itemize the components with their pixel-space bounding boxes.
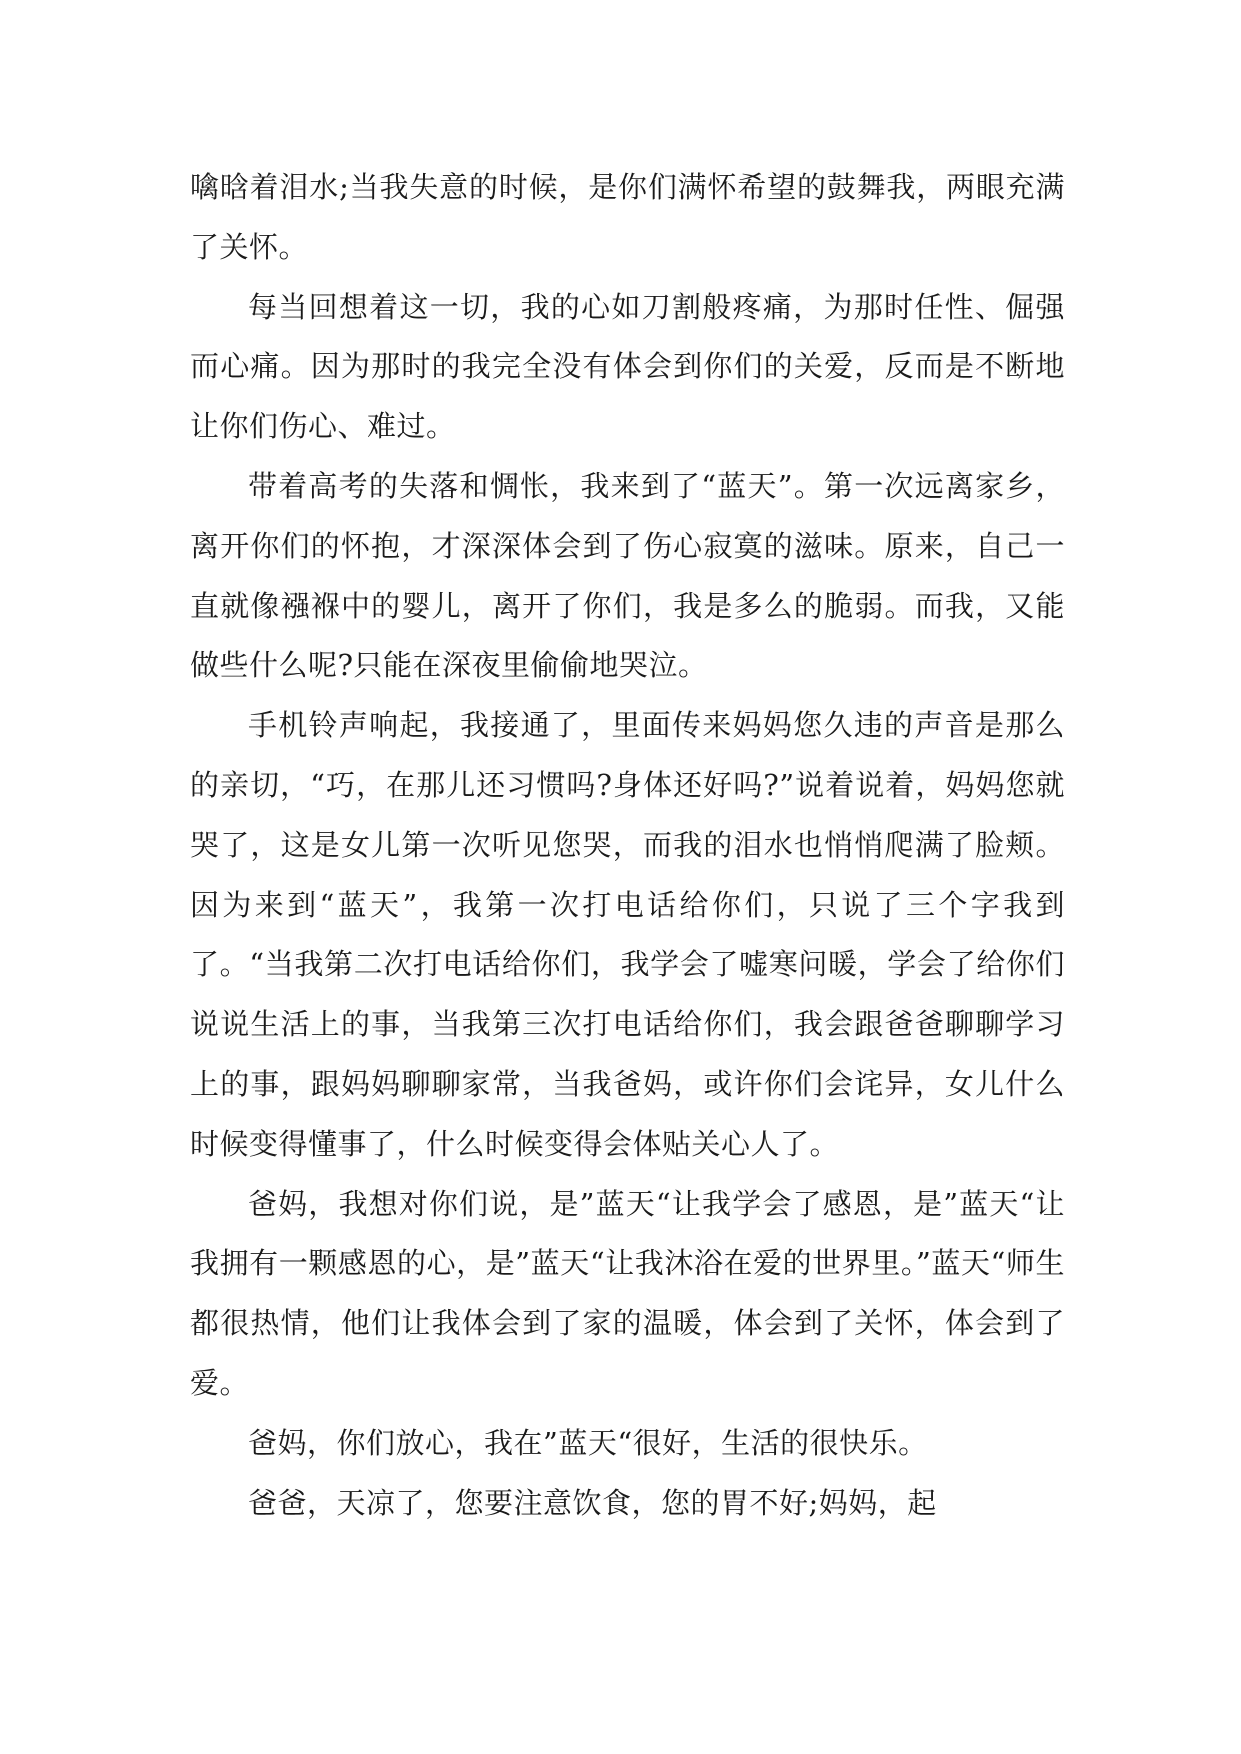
paragraph-6: 爸妈，你们放心，我在”蓝天“很好，生活的很快乐。	[248, 1425, 928, 1460]
paragraph-3: 带着高考的失落和惆怅，我来到了“蓝天”。第一次远离家乡，离开你们的怀抱，才深深体会到了伤心寂寞的滋味。原来，自己一直就像襁褓中的婴儿，离开了你们，我是多么的脆弱。而我，又能做些什么呢?只能在深夜里偷偷地哭泣。	[190, 468, 1065, 683]
paragraph-7: 爸爸，天凉了，您要注意饮食，您的胃不好;妈妈，起	[248, 1485, 937, 1520]
paragraph-4: 手机铃声响起，我接通了，里面传来妈妈您久违的声音是那么的亲切，“巧，在那儿还习惯吗?身体还好吗?”说着说着，妈妈您就哭了，这是女儿第一次听见您哭，而我的泪水也悄悄爬满了脸颊。因为来到“蓝天”，我第一次打电话给你们，只说了三个字我到了。“当我第二次打电话给你们，我学会了嘘寒问暖，学会了给你们说说生活上的事，当我第三次打电话给你们，我会跟爸爸聊聊学习上的事，跟妈妈聊聊家常，当我爸妈，或许你们会诧异，女儿什么时候变得懂事了，什么时候变得会体贴关心人了。	[190, 708, 1065, 1161]
paragraph-2: 每当回想着这一切，我的心如刀割般疼痛，为那时任性、倔强而心痛。因为那时的我完全没有体会到你们的关爱，反而是不断地让你们伤心、难过。	[190, 289, 1065, 444]
body-text	[190, 158, 1065, 1533]
paragraph-5: 爸妈，我想对你们说，是”蓝天“让我学会了感恩，是”蓝天“让我拥有一颗感恩的心，是”蓝天“让我沐浴在爱的世界里。”蓝天“师生都很热情，他们让我体会到了家的温暖，体会到了关怀，体会到了爱。	[190, 1186, 1065, 1400]
paragraph-1: 噙晗着泪水;当我失意的时候，是你们满怀希望的鼓舞我，两眼充满了关怀。	[190, 170, 1065, 264]
